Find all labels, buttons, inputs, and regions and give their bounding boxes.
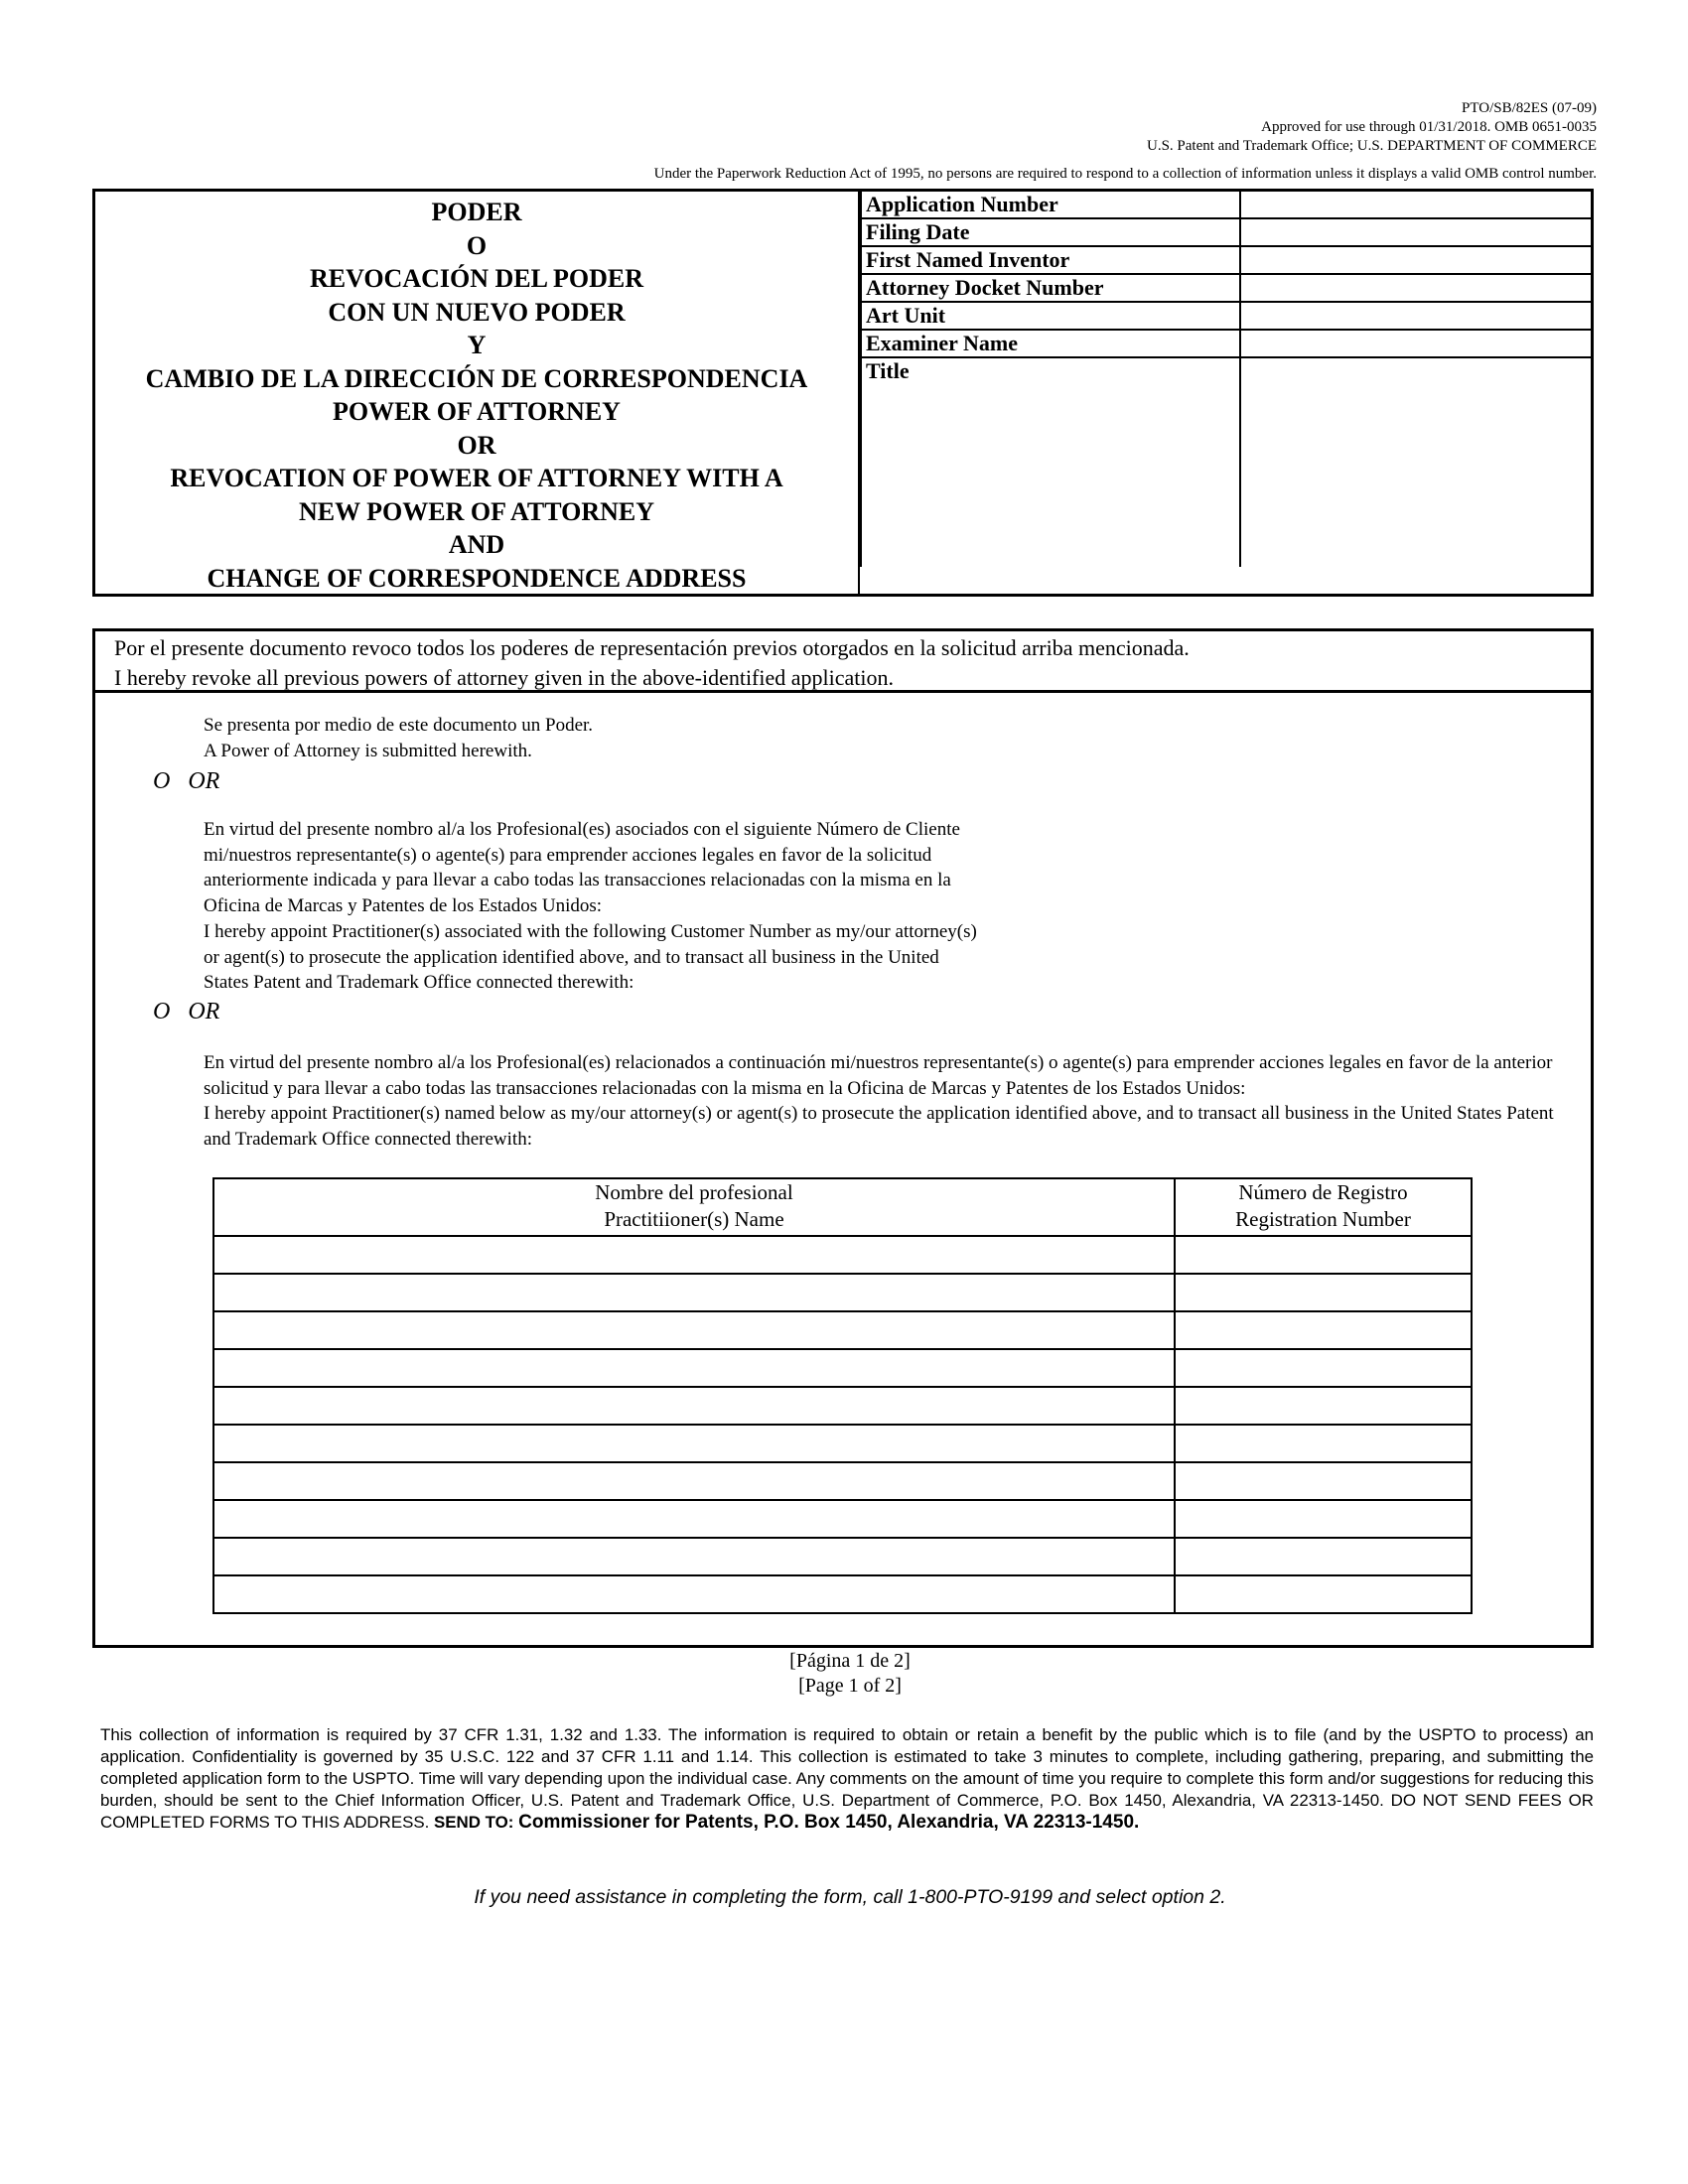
revocation-text-es: Por el presente documento revoco todos los poderes de representación previos otorgados en la solicitud arriba mencionada. <box>114 635 1190 660</box>
revocation-statement <box>95 631 1591 693</box>
option2-line: mi/nuestros representante(s) o agente(s) para emprender acciones legales en favor de la solicitud <box>204 844 932 866</box>
option3-text-es: En virtud del presente nombro al/a los Profesional(es) relacionados a continuación mi/nuestros representante(s) o agente(s) para emprender acciones legales en favor de la anterior solicitud y para llevar a cabo todas las transacciones relacionadas con la misma en la Oficina de Marcas y Patentes de los Estados Unidos: <box>204 1052 1553 1099</box>
registration-number-cell[interactable] <box>1175 1575 1472 1613</box>
application-info-table <box>860 192 1591 567</box>
practitioner-name-cell[interactable] <box>213 1462 1175 1500</box>
table-row <box>213 1349 1472 1387</box>
option-named-practitioners <box>204 1050 1579 1153</box>
option2-line: I hereby appoint Practitioner(s) associated with the following Customer Number as my/our attorney(s) <box>204 920 977 942</box>
name-header-es: Nombre del profesional <box>595 1180 793 1204</box>
registration-number-cell[interactable] <box>1175 1236 1472 1274</box>
title-line: CHANGE OF CORRESPONDENCE ADDRESS <box>207 563 747 593</box>
art-unit-label: Art Unit <box>861 302 1240 330</box>
form-id: PTO/SB/82ES (07-09) <box>1462 100 1597 116</box>
option2-line: or agent(s) to prosecute the application identified above, and to transact all business in the United <box>204 946 939 968</box>
filing-date-label: Filing Date <box>861 218 1240 246</box>
attorney-docket-number-field[interactable] <box>1240 274 1591 302</box>
registration-number-cell[interactable] <box>1175 1274 1472 1311</box>
practitioner-name-cell[interactable] <box>213 1311 1175 1349</box>
registration-number-cell[interactable] <box>1175 1462 1472 1500</box>
reg-header-en: Registration Number <box>1235 1207 1411 1231</box>
examiner-name-field[interactable] <box>1240 330 1591 357</box>
title-line: POWER OF ATTORNEY <box>333 397 621 426</box>
option-customer-number <box>204 817 977 996</box>
page-number-es: [Página 1 de 2] <box>789 1650 911 1672</box>
practitioner-name-cell[interactable] <box>213 1236 1175 1274</box>
table-row <box>213 1575 1472 1613</box>
practitioner-name-cell[interactable] <box>213 1538 1175 1575</box>
approval-line: Approved for use through 01/31/2018. OMB 0651-0035 <box>1261 119 1597 135</box>
option1-text-es: Se presenta por medio de este documento un Poder. <box>204 715 594 736</box>
title-info-box <box>92 189 1594 597</box>
filing-date-field[interactable] <box>1240 218 1591 246</box>
table-row <box>213 1274 1472 1311</box>
assistance-note: If you need assistance in completing the form, call 1-800-PTO-9199 and select option 2. <box>474 1886 1226 1908</box>
title-line: CAMBIO DE LA DIRECCIÓN DE CORRESPONDENCIA <box>145 363 808 393</box>
revocation-text-en: I hereby revoke all previous powers of attorney given in the above-identified application. <box>114 665 895 690</box>
burden-statement <box>100 1724 1594 1834</box>
option2-line: En virtud del presente nombro al/a los Profesional(es) asociados con el siguiente Número de Cliente <box>204 819 960 840</box>
art-unit-field[interactable] <box>1240 302 1591 330</box>
attorney-docket-number-label: Attorney Docket Number <box>861 274 1240 302</box>
table-row <box>213 1500 1472 1538</box>
registration-number-cell[interactable] <box>1175 1425 1472 1462</box>
option1-text-en: A Power of Attorney is submitted herewith. <box>204 740 532 761</box>
first-named-inventor-field[interactable] <box>1240 246 1591 274</box>
registration-number-cell[interactable] <box>1175 1349 1472 1387</box>
title-line: OR <box>457 430 496 460</box>
table-row <box>213 1462 1472 1500</box>
title-field[interactable] <box>1240 357 1591 567</box>
form-title <box>95 192 860 594</box>
option2-line: anteriormente indicada y para llevar a cabo todas las transacciones relacionadas con la misma en la <box>204 870 951 891</box>
option2-line: States Patent and Trademark Office connected therewith: <box>204 972 634 994</box>
reg-header-es: Número de Registro <box>1238 1180 1408 1204</box>
option-power-of-attorney <box>204 713 593 763</box>
send-to-label: SEND TO: <box>434 1813 514 1832</box>
registration-number-header <box>1175 1178 1472 1236</box>
form-header <box>1147 99 1597 156</box>
practitioner-name-cell[interactable] <box>213 1274 1175 1311</box>
title-line: CON UN NUEVO PODER <box>328 297 626 327</box>
send-to-address: Commissioner for Patents, P.O. Box 1450, Alexandria, VA 22313-1450. <box>518 1812 1140 1833</box>
table-row <box>213 1425 1472 1462</box>
examiner-name-label: Examiner Name <box>861 330 1240 357</box>
title-line: O <box>466 230 488 260</box>
burden-text: This collection of information is required by 37 CFR 1.31, 1.32 and 1.33. The information is required to obtain or retain a benefit by the public which is to file (and by the USPTO to process) an application. Confidentiality is governed by 35 U.S.C. 122 and 37 CFR 1.11 and 1.14. This collection is estimated to take 3 minutes to complete, including gathering, preparing, and submitting the completed application form to the USPTO. Time will vary depending upon the individual case. Any comments on the amount of time you require to complete this form and/or suggestions for reducing this burden, should be sent to the Chief Information Officer, U.S. Patent and Trademark Office, U.S. Department of Commerce, P.O. Box 1450, Alexandria, VA 22313-1450. DO NOT SEND FEES OR COMPLETED FORMS TO THIS ADDRESS. <box>100 1725 1594 1832</box>
name-header-en: Practitiioner(s) Name <box>604 1207 784 1231</box>
page-number-en: [Page 1 of 2] <box>798 1675 902 1697</box>
practitioner-name-header <box>213 1178 1175 1236</box>
practitioners-table <box>212 1177 1473 1614</box>
option3-text-en: I hereby appoint Practitioner(s) named below as my/our attorney(s) or agent(s) to prosecute the application identified above, and to transact all business in the United States Patent and Trademark Office connected therewith: <box>204 1103 1554 1151</box>
title-line: PODER <box>431 198 522 226</box>
paperwork-notice: Under the Paperwork Reduction Act of 1995, no persons are required to respond to a collection of information unless it displays a valid OMB control number. <box>653 166 1597 182</box>
page-number <box>0 1649 1688 1699</box>
table-row <box>213 1387 1472 1425</box>
title-line: REVOCACIÓN DEL PODER <box>309 264 644 293</box>
practitioner-name-cell[interactable] <box>213 1425 1175 1462</box>
title-line: AND <box>448 530 505 559</box>
registration-number-cell[interactable] <box>1175 1500 1472 1538</box>
application-number-label: Application Number <box>861 192 1240 218</box>
practitioner-name-cell[interactable] <box>213 1500 1175 1538</box>
title-line: REVOCATION OF POWER OF ATTORNEY WITH A <box>170 464 783 492</box>
registration-number-cell[interactable] <box>1175 1311 1472 1349</box>
table-row <box>213 1311 1472 1349</box>
practitioner-name-cell[interactable] <box>213 1575 1175 1613</box>
agency-line: U.S. Patent and Trademark Office; U.S. DEPARTMENT OF COMMERCE <box>1146 138 1597 154</box>
table-row <box>213 1236 1472 1274</box>
title-label: Title <box>861 357 1240 567</box>
registration-number-cell[interactable] <box>1175 1387 1472 1425</box>
practitioner-name-cell[interactable] <box>213 1349 1175 1387</box>
revocation-box <box>92 628 1594 1648</box>
table-row <box>213 1538 1472 1575</box>
or-separator: O OR <box>153 768 220 794</box>
application-number-field[interactable] <box>1240 192 1591 218</box>
title-line: Y <box>467 331 487 359</box>
option2-line: Oficina de Marcas y Patentes de los Estados Unidos: <box>204 895 603 917</box>
title-line: NEW POWER OF ATTORNEY <box>298 496 655 526</box>
or-separator: O OR <box>153 999 220 1024</box>
registration-number-cell[interactable] <box>1175 1538 1472 1575</box>
first-named-inventor-label: First Named Inventor <box>861 246 1240 274</box>
practitioner-name-cell[interactable] <box>213 1387 1175 1425</box>
